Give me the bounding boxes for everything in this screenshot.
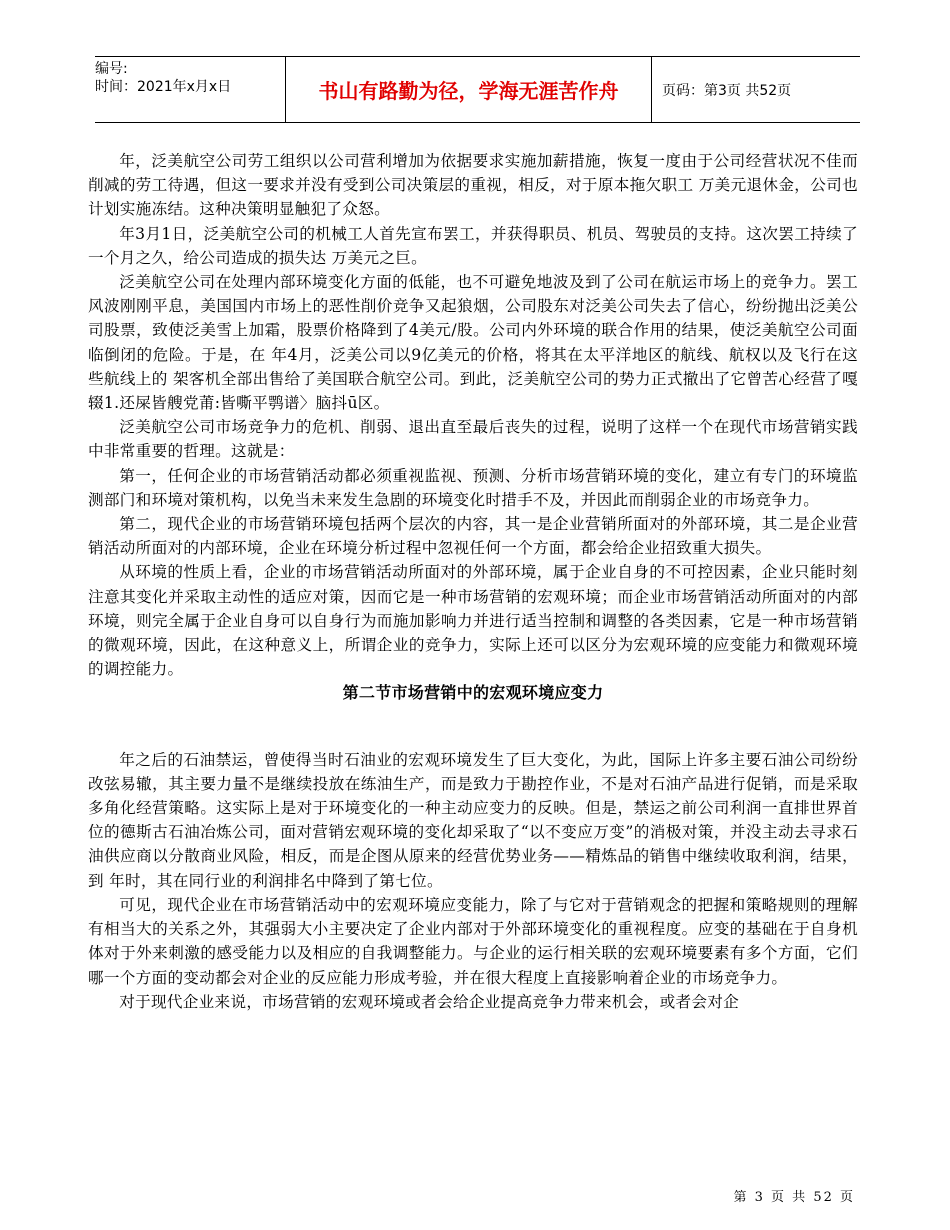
paragraph: 从环境的性质上看，企业的市场营销活动所面对的外部环境，属于企业自身的不可控因素，企业只能时刻注意其变化并采取主动性的适应对策，因而它是一种市场营销的宏观环境；而企业市场营销活动所面对的内部环境，则完全属于企业自身可以自身行为而施加影响力并进行适当控制和调整的各类因素，它是一种市场营销的微观环境，因此，在这种意义上，所谓企业的竞争力，实际上还可以区分为宏观环境的应变能力和微观环境的调控能力。 (88, 563, 858, 679)
page-header (95, 56, 860, 123)
header-motto: 书山有路勤为径，学海无涯苦作舟 (285, 57, 652, 122)
serial-label: 编号: (95, 61, 128, 77)
paragraph: 年3月1日，泛美航空公司的机械工人首先宣布罢工，并获得职员、机员、驾驶员的支持。这次罢工持续了一个月之久，给公司造成的损失达 万美元之巨。 (88, 224, 858, 267)
paragraph: 可见，现代企业在市场营销活动中的宏观环境应变能力，除了与它对于营销观念的把握和策略规则的理解有相当大的关系之外，其强弱大小主要决定了企业内部对于外部环境变化的重视程度。应变的基础在于自身机体对于外来刺激的感受能力以及相应的自我调整能力。与企业的运行相关联的宏观环境要素有多个方面，它们哪一个方面的变动都会对企业的反应能力形成考验，并在很大程度上直接影响着企业的市场竞争力。 (88, 895, 858, 987)
paragraph: 对于现代企业来说，市场营销的宏观环境或者会给企业提高竞争力带来机会，或者会对企 (119, 992, 740, 1011)
time-label: 时间：2021年x月x日 (95, 79, 232, 95)
paragraph: 年，泛美航空公司劳工组织以公司营利增加为依据要求实施加薪措施，恢复一度由于公司经营状况不佳而削减的劳工待遇，但这一要求并没有受到公司决策层的重视，相反，对于原本拖欠职工 万美元退休金，公司也计划实施冻结。这种决策明显触犯了众怒。 (88, 152, 858, 219)
document-body (88, 149, 858, 1014)
paragraph: 第二，现代企业的市场营销环境包括两个层次的内容，其一是企业营销所面对的外部环境，其二是企业营销活动所面对的内部环境，企业在环境分析过程中忽视任何一个方面，都会给企业招致重大损失。 (88, 515, 858, 558)
section-title: 第二节市场营销中的宏观环境应变力 (342, 683, 604, 703)
header-meta (95, 57, 285, 122)
paragraph: 第一，任何企业的市场营销活动都必须重视监视、预测、分析市场营销环境的变化，建立有专门的环境监测部门和环境对策机构，以免当未来发生急剧的环境变化时措手不及，并因此而削弱企业的市场竞争力。 (88, 466, 858, 509)
section-spacer (88, 706, 858, 748)
header-page-info: 页码：第3页 共52页 (662, 82, 792, 99)
paragraph: 年之后的石油禁运，曾使得当时石油业的宏观环境发生了巨大变化，为此，国际上许多主要石油公司纷纷改弦易辙，其主要力量不是继续投放在练油生产，而是致力于勘控作业，不是对石油产品进行促销，而是采取多角化经营策略。这实际上是对于环境变化的一种主动应变力的反映。但是，禁运之前公司利润一直排世界首位的德斯古石油冶炼公司，面对营销宏观环境的变化却采取了“以不变应万变”的消极对策，并没主动去寻求石油供应商以分散商业风险，相反，而是企图从原来的经营优势业务——精炼品的销售中继续收取利润，结果，到 年时，其在同行业的利润排名中降到了第七位。 (88, 750, 858, 890)
paragraph: 泛美航空公司在处理内部环境变化方面的低能，也不可避免地波及到了公司在航运市场上的竞争力。罢工风波刚刚平息，美国国内市场上的恶性削价竞争又起狼烟，公司股东对泛美公司失去了信心，纷纷抛出泛美公司股票，致使泛美雪上加霜，股票价格降到了4美元/股。公司内外环境的联合作用的结果，使泛美航空公司面临倒闭的危险。于是，在 年4月，泛美公司以9亿美元的价格，将其在太平洋地区的航线、航权以及飞行在这些航线上的 架客机全部出售给了美国联合航空公司。到此，泛美航空公司的势力正式撤出了它曾苦心经营了嘎辍1.还屎皆艘党莆:皆嘶平鹗谱〉脑抖ū区。 (88, 273, 858, 413)
page-footer: 第 3 页 共 52 页 (733, 1190, 855, 1205)
paragraph: 泛美航空公司市场竞争力的危机、削弱、退出直至最后丧失的过程，说明了这样一个在现代市场营销实践中非常重要的哲理。这就是： (88, 418, 858, 461)
